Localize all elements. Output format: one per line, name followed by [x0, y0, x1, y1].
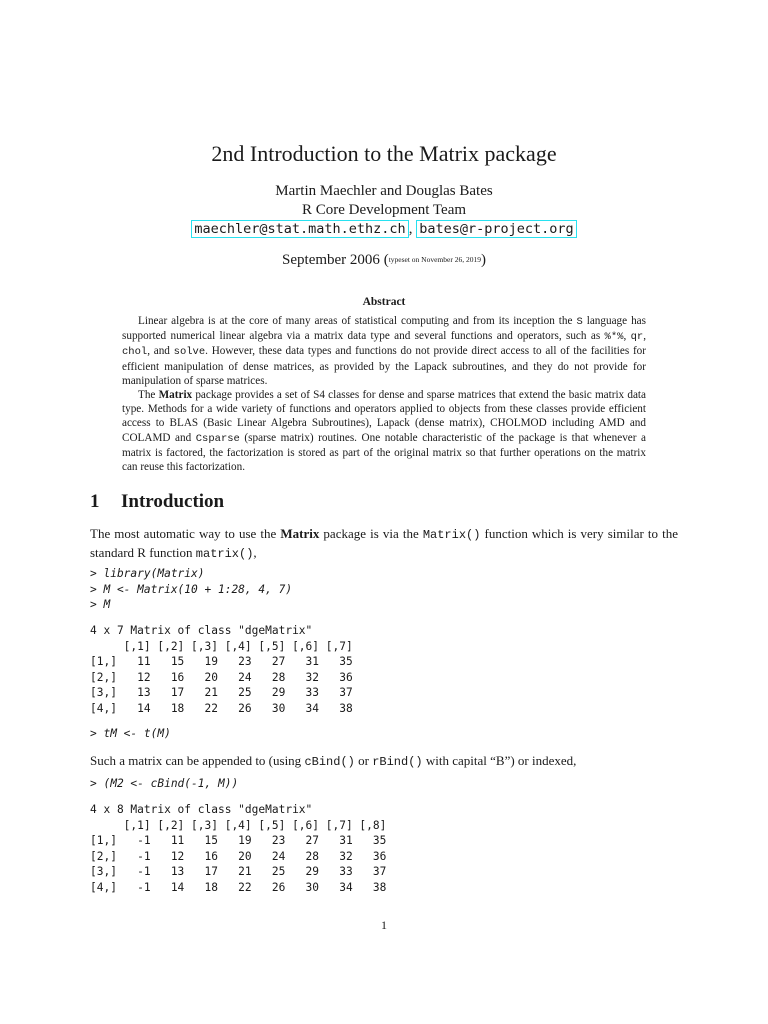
inline-code: solve: [173, 346, 206, 359]
paper-title: 2nd Introduction to the Matrix package: [211, 141, 557, 166]
author-emails: [0, 219, 768, 239]
text-run: function which is very similar to the standard R function: [90, 526, 679, 560]
inline-code: Matrix(): [422, 528, 481, 542]
text-run: Linear algebra is at the core of many areas of statistical computing and from its inception the: [138, 315, 577, 327]
text-run: (sparse matrix) routines. One notable characteristic of the package is that whenever a matrix is factored, the factorization is stored as part of the original matrix so that further operations on the matrix can reuse this factorization.: [122, 431, 646, 474]
text-run: language has supported numerical linear algebra via a matrix data type and several functions and operators, such as: [122, 315, 646, 343]
text-run: ,: [623, 330, 631, 343]
text-run: . However, these data types and functions do not provide direct access to all of the facilities for efficient manipulation of dense matrices, as provided by the Lapack subroutines, and they do not provide for manipulation of sparse matrices.: [122, 345, 646, 387]
code-input-2: > tM <- t(M): [90, 727, 171, 740]
typeset-date: typeset on November 26, 2019: [388, 255, 481, 264]
text-run: Such a matrix can be appended to (using: [90, 753, 305, 768]
authors: Martin Maechler and Douglas Bates: [275, 183, 493, 199]
inline-code: matrix(): [195, 547, 254, 561]
inline-code: S: [576, 316, 583, 328]
affiliation: R Core Development Team: [301, 202, 467, 218]
text-run: package is via the: [319, 526, 423, 541]
abstract-paragraph-2: [122, 388, 646, 474]
email-separator: ,: [408, 221, 413, 237]
text-run: package provides a set of S4 classes for dense and sparse matrices that extend the basic matrix data type. Methods for a wide variety of functions and operators applied to objects from these classes provide efficient access to BLAS (Basic Linear Algebra Subroutines), Lapack (dense matrix), CHOLMOD including AMD and COLAMD and: [122, 389, 646, 444]
abstract-paragraph-1: [122, 314, 646, 388]
section-heading: [90, 491, 224, 513]
inline-code: Csparse: [195, 432, 240, 445]
page-number: 1: [381, 918, 387, 932]
section-title: Introduction: [121, 491, 225, 512]
bold-term: Matrix: [158, 389, 193, 402]
text-run: or: [354, 753, 373, 768]
inline-code: %*%: [604, 331, 624, 344]
text-run: The: [138, 389, 159, 402]
code-output-3: 4 x 8 Matrix of class "dgeMatrix" [,1] [,2] [,3] [,4] [,5] [,6] [,7] [,8] [1,] -1 11 15 19 23 27 31 35 [2,] -1 12 16 20 24 28 32 36 [3,] -1 13 17 21 25 29 33 37 [4,] -1 14 18 22 26 30 34 38: [90, 803, 387, 894]
bold-term: Matrix: [280, 526, 320, 541]
paper-date: September 2006 (typeset on November 26, 2019): [282, 252, 486, 268]
date-main: September 2006: [282, 252, 380, 268]
section-number: 1: [90, 491, 100, 512]
code-input-1: > library(Matrix) > M <- Matrix(10 + 1:28, 4, 7) > M: [90, 567, 293, 611]
text-run: with capital “B”) or indexed,: [422, 753, 577, 768]
inline-code: cBind(): [304, 755, 355, 769]
text-run: ,: [253, 545, 257, 560]
inline-code: chol: [122, 346, 148, 359]
abstract-body: [122, 314, 646, 474]
text-run: The most automatic way to use the: [90, 526, 281, 541]
append-paragraph: [90, 752, 678, 771]
code-input-3: > (M2 <- cBind(-1, M)): [90, 777, 239, 790]
abstract-heading: Abstract: [362, 296, 406, 308]
text-run: ,: [643, 330, 646, 343]
email-link-bates[interactable]: bates@r-project.org: [416, 220, 576, 238]
code-output-1: 4 x 7 Matrix of class "dgeMatrix" [,1] [,2] [,3] [,4] [,5] [,6] [,7] [1,] 11 15 19 23 27 31 35 [2,] 12 16 20 24 28 32 36 [3,] 13 17 21 25 29 33 37 [4,] 14 18 22 26 30 34 38: [90, 624, 353, 715]
email-link-maechler[interactable]: maechler@stat.math.ethz.ch: [191, 220, 408, 238]
inline-code: rBind(): [372, 755, 423, 769]
intro-paragraph: [90, 525, 678, 563]
inline-code: qr: [630, 331, 644, 344]
text-run: , and: [147, 345, 174, 358]
